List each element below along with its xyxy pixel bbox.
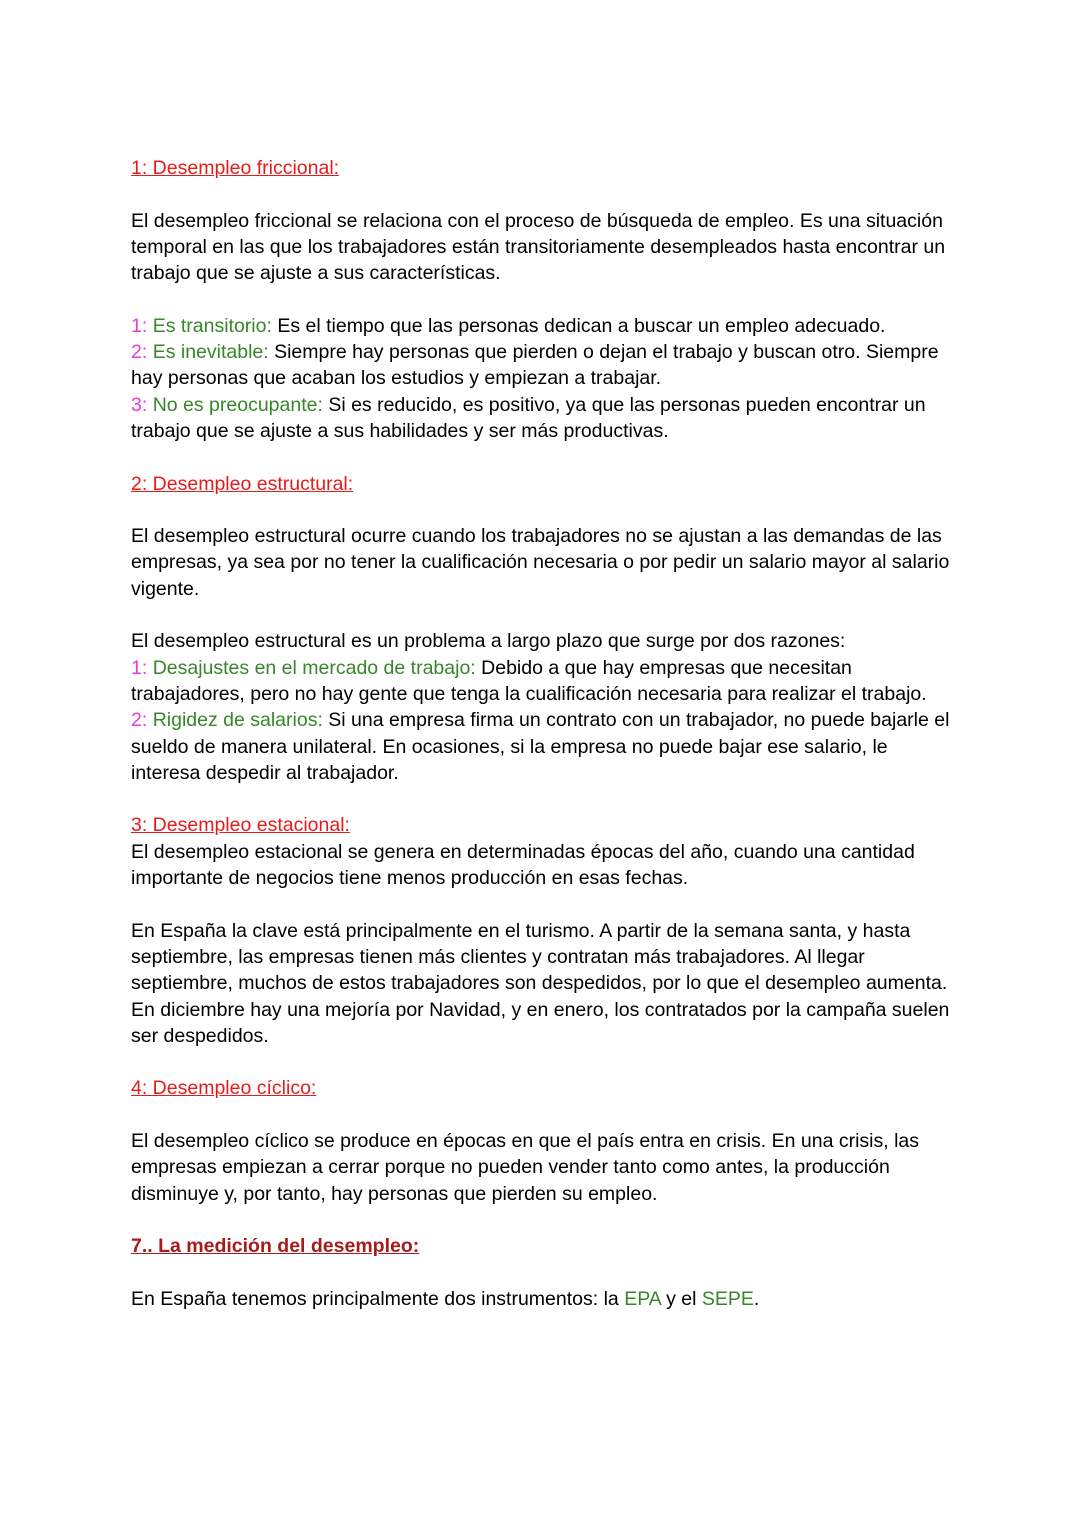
section-heading-medicion: 7.. La medición del desempleo: — [131, 1235, 420, 1258]
section-heading-friccional: 1: Desempleo friccional: — [131, 157, 340, 179]
item-text: Si es reducido, es positivo, ya que las personas pueden encontrar un trabajo que se ajuste a sus habilidades y ser más productivas. — [131, 393, 926, 442]
list-item — [131, 339, 961, 392]
item-term: Desajustes en el mercado de trabajo: — [152, 656, 476, 679]
paragraph-friccional-intro: El desempleo friccional se relaciona con el proceso de búsqueda de empleo. Es una situación temporal en las que los trabajadores están transitoriamente desempleados hasta encontrar un trabajo que se ajuste a sus características. — [131, 209, 946, 285]
list-item — [131, 392, 961, 445]
item-number: 1: — [131, 314, 148, 337]
medicion-text-before: En España tenemos principalmente dos instrumentos: la — [131, 1287, 625, 1310]
paragraph-estacional-intro: El desempleo estacional se genera en determinadas épocas del año, cuando una cantidad importante de negocios tiene menos producción en esas fechas. — [131, 840, 915, 890]
item-text: Debido a que hay empresas que necesitan trabajadores, pero no hay gente que tenga la cualificación necesaria para realizar el trabajo. — [131, 656, 927, 705]
item-text: Si una empresa firma un contrato con un trabajador, no puede bajarle el sueldo de manera unilateral. En ocasiones, si la empresa no puede bajar ese salario, le interesa despedir al trabajador. — [131, 709, 950, 784]
item-term: Es inevitable: — [152, 341, 269, 364]
medicion-text-middle: y el — [660, 1287, 702, 1310]
list-item — [131, 707, 961, 786]
paragraph-medicion — [131, 1286, 961, 1312]
document-page — [131, 155, 961, 1312]
paragraph-ciclico-intro: El desempleo cíclico se produce en épocas en que el país entra en crisis. En una crisis, las empresas empiezan a cerrar porque no pueden vender tanto como antes, la producción disminuye y, por tanto, hay personas que pierden su empleo. — [131, 1129, 920, 1205]
item-number: 2: — [131, 341, 148, 364]
list-item — [131, 313, 961, 339]
section-heading-ciclico: 4: Desempleo cíclico: — [131, 1077, 317, 1100]
section-heading-estructural: 2: Desempleo estructural: — [131, 472, 354, 495]
list-item — [131, 655, 961, 708]
epa-term: EPA — [624, 1287, 661, 1310]
item-term: No es preocupante: — [152, 393, 323, 416]
section-heading-estacional: 3: Desempleo estacional: — [131, 814, 350, 837]
item-text: Siempre hay personas que pierden o dejan el trabajo y buscan otro. Siempre hay personas que acaban los estudios y empiezan a trabajar. — [131, 341, 939, 390]
paragraph-estacional-spain: En España la clave está principalmente en el turismo. A partir de la semana santa, y hasta septiembre, las empresas tienen más clientes y contratan más trabajadores. Al llegar septiembre, muchos de estos trabajadores son despedidos, por lo que el desempleo aumenta. En diciembre hay una mejoría por Navidad, y en enero, los contratados por la campaña suelen ser despedidos. — [131, 919, 950, 1047]
item-term: Rigidez de salarios: — [152, 709, 323, 732]
medicion-text-after: . — [753, 1287, 760, 1310]
item-number: 3: — [131, 393, 148, 416]
paragraph-estructural-intro: El desempleo estructural ocurre cuando los trabajadores no se ajustan a las demandas de las empresas, ya sea por no tener la cualificación necesaria o por pedir un salario mayor al salario vigente. — [131, 525, 950, 600]
item-text: Es el tiempo que las personas dedican a buscar un empleo adecuado. — [277, 314, 886, 337]
item-number: 1: — [131, 656, 148, 679]
paragraph-estructural-lead: El desempleo estructural es un problema a largo plazo que surge por dos razones: — [131, 630, 846, 653]
item-number: 2: — [131, 709, 148, 732]
sepe-term: SEPE — [701, 1287, 754, 1310]
item-term: Es transitorio: — [152, 314, 272, 337]
